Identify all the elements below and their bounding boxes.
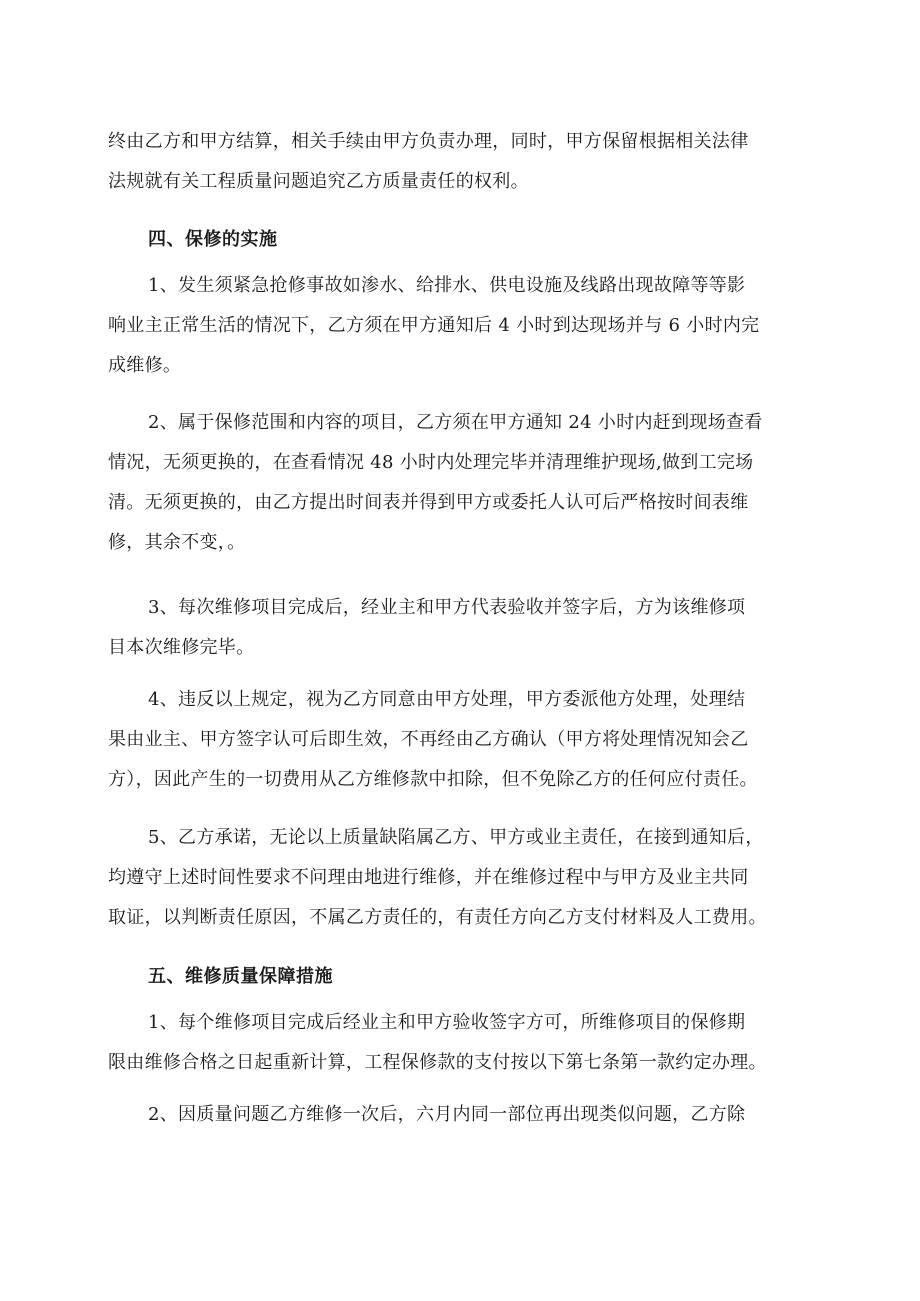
paragraph-quality-item-2: [108, 1095, 820, 1135]
paragraph-item-4: [108, 680, 820, 800]
section-heading-5: [108, 957, 820, 997]
text-line: 终由乙方和甲方结算，相关手续由甲方负责办理，同时，甲方保留根据相关法律: [108, 131, 749, 152]
text-line: 4、违反以上规定，视为乙方同意由甲方处理，甲方委派他方处理，处理结: [148, 689, 746, 710]
text-line: 1、每个维修项目完成后经业主和甲方验收签字方可，所维修项目的保修期: [148, 1012, 746, 1033]
text-line: 2、属于保修范围和内容的项目，乙方须在甲方通知 24 小时内赶到现场查看: [148, 412, 763, 433]
paragraph-item-5: [108, 818, 820, 938]
text-line: 情况，无须更换的，在查看情况 48 小时内处理完毕并清理维护现场,做到工完场: [108, 452, 754, 473]
text-line: 成维修。: [108, 355, 182, 376]
text-line: 均遵守上述时间性要求不问理由地进行维修，并在维修过程中与甲方及业主共同: [108, 867, 749, 888]
text-line: 果由业主、甲方签字认可后即生效，不再经由乙方确认（甲方将处理情况知会乙: [108, 729, 749, 750]
paragraph-continuation: [108, 122, 820, 202]
heading-text: 五、维修质量保障措施: [148, 966, 333, 987]
paragraph-item-3: [108, 588, 820, 668]
text-line: 5、乙方承诺，无论以上质量缺陷属乙方、甲方或业主责任，在接到通知后，: [148, 827, 764, 848]
paragraph-item-2: [108, 403, 820, 563]
heading-text: 四、保修的实施: [148, 229, 278, 250]
text-line: 2、因质量问题乙方维修一次后，六月内同一部位再出现类似问题，乙方除: [148, 1104, 746, 1125]
paragraph-quality-item-1: [108, 1003, 820, 1083]
text-line: 方），因此产生的一切费用从乙方维修款中扣除，但不免除乙方的任何应付责任。: [108, 769, 758, 790]
text-line: 响业主正常生活的情况下，乙方须在甲方通知后 4 小时到达现场并与 6 小时内完: [108, 315, 760, 336]
text-line: 修，其余不变，。: [108, 532, 246, 553]
paragraph-item-1: [108, 266, 820, 386]
text-line: 清。无须更换的，由乙方提出时间表并得到甲方或委托人认可后严格按时间表维: [108, 492, 749, 513]
text-line: 限由维修合格之日起重新计算，工程保修款的支付按以下第七条第一款约定办理。: [108, 1052, 767, 1073]
section-heading-4: [108, 220, 820, 260]
text-line: 取证，以判断责任原因，不属乙方责任的，有责任方向乙方支付材料及人工费用。: [108, 907, 767, 928]
text-line: 目本次维修完毕。: [108, 637, 255, 658]
text-line: 1、发生须紧急抢修事故如渗水、给排水、供电设施及线路出现故障等等影: [148, 275, 746, 296]
text-line: 3、每次维修项目完成后，经业主和甲方代表验收并签字后，方为该维修项: [148, 597, 746, 618]
text-line: 法规就有关工程质量问题追究乙方质量责任的权利。: [108, 171, 529, 192]
